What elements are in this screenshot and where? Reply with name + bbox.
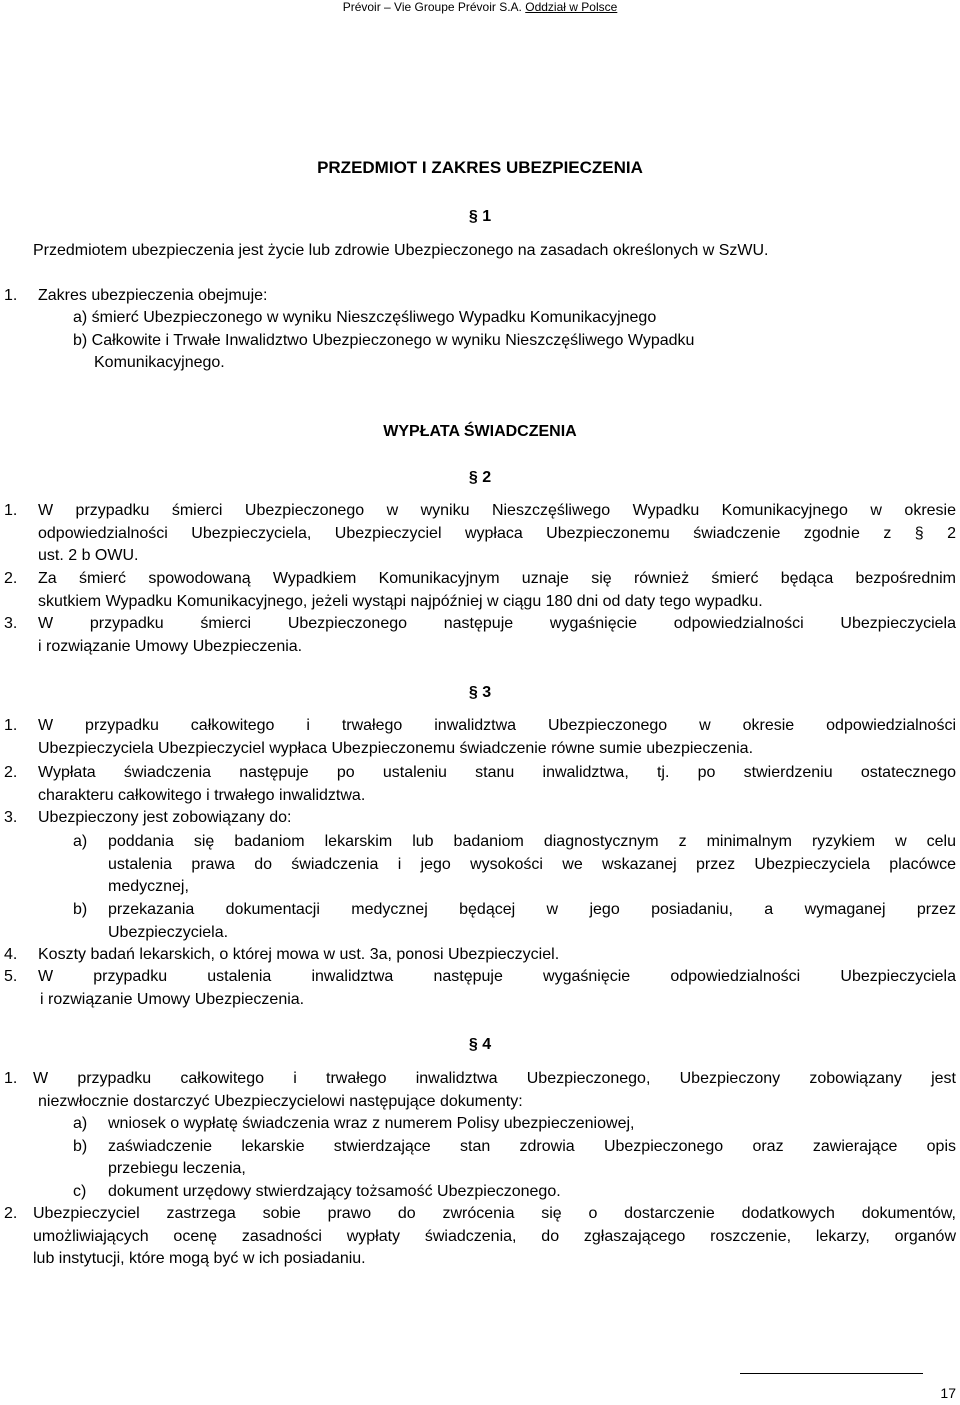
section-4-item-c-text: dokument urzędowy stwierdzający tożsamość Ubezpieczonego. [108,1183,561,1200]
section-3-item-2-line-1: Wypłata świadczenia następuje po ustaleniu stanu inwalidztwa, tj. po stwierdzeniu ostatecznego [38,764,956,781]
section-3-item-a-marker: a) [73,833,88,850]
section-4-item-2-line-1: Ubezpieczyciel zastrzega sobie prawo do zwrócenia się o dostarczenie dodatkowych dokumentów, [33,1205,956,1222]
section-1-item-1-text: Zakres ubezpieczenia obejmuje: [38,287,268,304]
section-3-item-a-line-1: poddania się badaniom lekarskim lub badaniom diagnostycznym z minimalnym ryzykiem w celu [108,833,956,850]
section-3-item-4-text: Koszty badań lekarskich, o której mowa w ust. 3a, ponosi Ubezpieczyciel. [38,946,560,963]
section-3-item-3-number: 3. [4,809,18,826]
section-3-symbol: § 3 [468,684,492,701]
page-title: PRZEDMIOT I ZAKRES UBEZPIECZENIA [317,158,643,177]
section-1-symbol: § 1 [468,208,492,225]
section-2-item-2-line-2: skutkiem Wypadku Komunikacyjnego, jeżeli wystąpi najpóźniej w ciągu 180 dni od daty tego wypadku. [38,593,763,610]
section-2-item-2-number: 2. [4,570,18,587]
section-2-item-1-number: 1. [4,502,18,519]
section-1-item-a: a) śmierć Ubezpieczonego w wyniku Nieszczęśliwego Wypadku Komunikacyjnego [73,309,657,326]
section-3-item-5-line-1: W przypadku ustalenia inwalidztwa następuje wygaśnięcie odpowiedzialności Ubezpieczyciela [38,968,956,985]
section-2-item-3-line-1: W przypadku śmierci Ubezpieczonego następuje wygaśnięcie odpowiedzialności Ubezpieczyciela [38,615,956,632]
section-3-item-5-line-2: i rozwiązanie Umowy Ubezpieczenia. [40,991,305,1008]
section-4-item-1-line-2: niezwłocznie dostarczyć Ubezpieczycielowi następujące dokumenty: [38,1093,523,1110]
section-3-item-3-text: Ubezpieczony jest zobowiązany do: [38,809,292,826]
section-4-item-a-text: wniosek o wypłatę świadczenia wraz z numerem Polisy ubezpieczeniowej, [108,1115,635,1132]
section-3-item-1-number: 1. [4,717,18,734]
section-3-item-4-number: 4. [4,946,18,963]
section-2-item-2-line-1: Za śmierć spowodowaną Wypadkiem Komunikacyjnym uznaje się również śmierć będąca bezpośrednim [38,570,956,587]
section-4-item-1-line-1: W przypadku całkowitego i trwałego inwalidztwa Ubezpieczonego, Ubezpieczony zobowiązany jest [33,1070,956,1087]
section-4-item-2-line-2: umożliwiających ocenę zasadności wypłaty świadczenia, do zgłaszającego roszczenie, lekarzy, organów [33,1228,956,1245]
section-4-item-2-number: 2. [4,1205,18,1222]
section-2-item-1-line-3: ust. 2 b OWU. [38,547,139,564]
header-branch: Oddział w Polsce [525,0,618,14]
section-2-item-3-number: 3. [4,615,18,632]
section-3-item-b-marker: b) [73,901,88,918]
section-1-item-b-line-1: b) Całkowite i Trwałe Inwalidztwo Ubezpieczonego w wyniku Nieszczęśliwego Wypadku [73,332,695,349]
section-1-item-1-number: 1. [4,287,18,304]
section-2-symbol: § 2 [468,469,492,486]
section-4-item-b-line-2: przebiegu leczenia, [108,1160,246,1177]
section-4-item-2-line-3: lub instytucji, które mogą być w ich posiadaniu. [33,1250,366,1267]
section-4-item-a-marker: a) [73,1115,88,1132]
page-number: 17 [940,1385,956,1401]
section-1-item-b-line-2: Komunikacyjnego. [94,354,225,371]
footer-rule [740,1373,923,1374]
section-3-item-a-line-2: ustalenia prawa do świadczenia i jego wysokości we wskazanej przez Ubezpieczyciela placówce [108,856,956,873]
section-2-item-1-line-1: W przypadku śmierci Ubezpieczonego w wyniku Nieszczęśliwego Wypadku Komunikacyjnego w okresie [38,502,956,519]
header-company: Prévoir – Vie Groupe Prévoir S.A. [342,0,522,14]
section-4-item-b-marker: b) [73,1138,88,1155]
section-3-item-2-number: 2. [4,764,18,781]
section-3-item-1-line-2: Ubezpieczyciela Ubezpieczyciel wypłaca Ubezpieczonemu świadczenie równe sumie ubezpieczenia. [38,740,754,757]
payout-title: WYPŁATA ŚWIADCZENIA [383,423,577,440]
page-header [0,0,960,14]
section-4-item-1-number: 1. [4,1070,18,1087]
section-1-text: Przedmiotem ubezpieczenia jest życie lub zdrowie Ubezpieczonego na zasadach określonych w SzWU. [33,242,769,259]
section-4-item-b-line-1: zaświadczenie lekarskie stwierdzające stan zdrowia Ubezpieczonego oraz zawierające opis [108,1138,956,1155]
section-2-item-1-line-2: odpowiedzialności Ubezpieczyciela, Ubezpieczyciel wypłaca Ubezpieczonemu świadczenie zgodnie z § 2 [38,525,956,542]
section-3-item-a-line-3: medycznej, [108,878,189,895]
section-3-item-5-number: 5. [4,968,18,985]
section-4-item-c-marker: c) [73,1183,87,1200]
section-3-item-1-line-1: W przypadku całkowitego i trwałego inwalidztwa Ubezpieczonego w okresie odpowiedzialności [38,717,956,734]
section-3-item-b-line-1: przekazania dokumentacji medycznej będącej w jego posiadaniu, a wymaganej przez [108,901,956,918]
section-4-symbol: § 4 [468,1036,492,1053]
section-3-item-2-line-2: charakteru całkowitego i trwałego inwalidztwa. [38,787,366,804]
section-2-item-3-line-2: i rozwiązanie Umowy Ubezpieczenia. [38,638,303,655]
section-3-item-b-line-2: Ubezpieczyciela. [108,924,229,941]
